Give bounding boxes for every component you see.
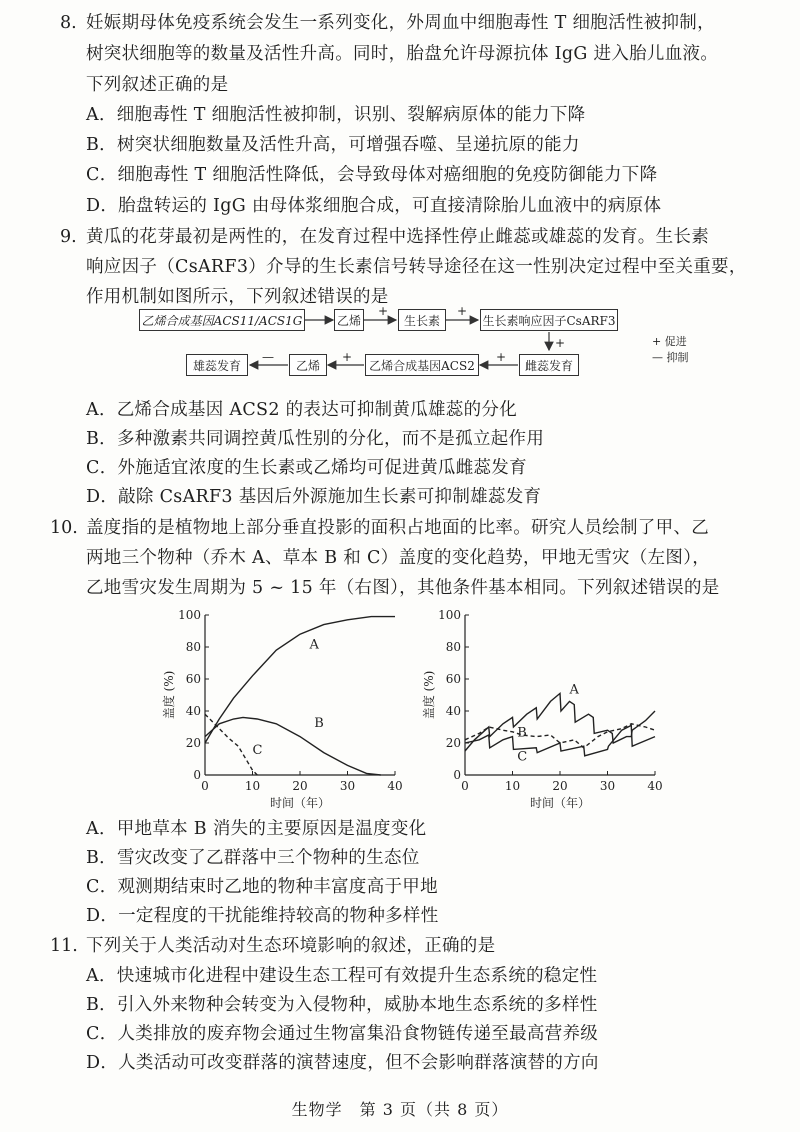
q9-stem-line-1: 黄瓜的花芽最初是两性的，在发育过程中选择性停止雌蕊或雄蕊的发育。生长素 xyxy=(86,227,709,247)
box-stamen-development: 雄蕊发育 xyxy=(186,354,248,376)
legend-inhibit: — 抑制 xyxy=(652,351,689,364)
y-tick-label: 80 xyxy=(185,640,201,654)
y-tick-label: 20 xyxy=(445,736,461,750)
y-tick-label: 100 xyxy=(178,608,201,622)
box-acs11-acs1g: 乙烯合成基因ACS11/ACS1G xyxy=(139,309,305,331)
y-axis-label: 盖度 (%) xyxy=(162,670,176,720)
series-line-B xyxy=(205,717,381,775)
x-tick-label: 0 xyxy=(461,779,469,793)
series-label-B: B xyxy=(314,716,324,731)
x-tick-label: 20 xyxy=(292,779,308,793)
sign-plus-5: + xyxy=(342,350,353,364)
q10-option-d[interactable]: D．一定程度的干扰能维持较高的物种多样性 xyxy=(86,906,439,926)
series-line-A xyxy=(205,617,395,743)
series-label-B: B xyxy=(517,725,527,741)
q11-stem: 下列关于人类活动对生态环境影响的叙述，正确的是 xyxy=(86,936,496,956)
q10-stem-line-3: 乙地雪灾发生周期为 5 ~ 15 年（右图），其他条件基本相同。下列叙述错误的是 xyxy=(86,578,720,598)
q11-number: 11. xyxy=(50,936,78,956)
series-label-A: A xyxy=(569,682,579,698)
q8-number: 8. xyxy=(60,13,77,33)
q10-option-a[interactable]: A．甲地草本 B 消失的主要原因是温度变化 xyxy=(86,819,427,839)
page-footer: 生物学 第 3 页（共 8 页） xyxy=(291,1100,509,1119)
q8-stem-line-2: 树突状细胞等的数量及活性升高。同时，胎盘允许母源抗体 IgG 进入胎儿血液。 xyxy=(86,44,719,64)
q8-option-a[interactable]: A．细胞毒性 T 细胞活性被抑制，识别、裂解病原体的能力下降 xyxy=(86,105,586,125)
sign-minus: — xyxy=(262,350,274,364)
y-tick-label: 0 xyxy=(453,768,461,782)
sign-plus-2: + xyxy=(457,304,468,318)
series-label-A: A xyxy=(309,637,319,653)
chart-right-snow-disaster xyxy=(410,605,670,815)
q9-stem-line-2: 响应因子（CsARF3）介导的生长素信号转导途径在这一性别决定过程中至关重要， xyxy=(86,257,747,277)
q9-option-d[interactable]: D．敲除 CsARF3 基因后外源施加生长素可抑制雄蕊发育 xyxy=(86,487,542,507)
sign-plus-4: + xyxy=(496,350,507,364)
q9-mechanism-diagram xyxy=(0,300,800,380)
q9-stem-line-3: 作用机制如图所示，下列叙述错误的是 xyxy=(86,287,389,307)
sign-plus-1: + xyxy=(378,304,389,318)
series-line-C xyxy=(205,714,257,775)
y-tick-label: 60 xyxy=(185,672,201,686)
series-label-C: C xyxy=(517,749,528,765)
q10-stem-line-1: 盖度指的是植物地上部分垂直投影的面积占地面的比率。研究人员绘制了甲、乙 xyxy=(86,518,709,538)
q10-stem-line-2: 两地三个物种（乔木 A、草本 B 和 C）盖度的变化趋势，甲地无雪灾（左图）， xyxy=(86,548,711,568)
x-tick-label: 0 xyxy=(201,779,209,793)
q8-option-d[interactable]: D．胎盘转运的 IgG 由母体浆细胞合成，可直接清除胎儿血液中的病原体 xyxy=(86,196,662,216)
q8-stem-line-3: 下列叙述正确的是 xyxy=(86,75,229,95)
x-axis-label: 时间（年） xyxy=(529,796,591,810)
sign-plus-3: + xyxy=(555,336,566,350)
q11-option-a[interactable]: A．快速城市化进程中建设生态工程可有效提升生态系统的稳定性 xyxy=(86,966,598,986)
x-tick-label: 40 xyxy=(387,779,403,793)
q10-option-c[interactable]: C．观测期结束时乙地的物种丰富度高于甲地 xyxy=(86,877,438,897)
box-pistil-development: 雌蕊发育 xyxy=(519,354,579,376)
box-csarf3: 生长素响应因子CsARF3 xyxy=(480,309,618,331)
x-axis-label: 时间（年） xyxy=(269,796,331,810)
q9-option-c[interactable]: C．外施适宜浓度的生长素或乙烯均可促进黄瓜雌蕊发育 xyxy=(86,458,527,478)
q10-charts xyxy=(150,605,670,815)
series-line-B xyxy=(465,725,655,755)
legend-promote: + 促进 xyxy=(652,335,687,348)
y-tick-label: 40 xyxy=(445,704,461,718)
y-tick-label: 40 xyxy=(185,704,201,718)
q9-option-b[interactable]: B．多种激素共同调控黄瓜性别的分化，而不是孤立起作用 xyxy=(86,429,545,449)
x-tick-label: 10 xyxy=(504,779,521,793)
q10-option-b[interactable]: B．雪灾改变了乙群落中三个物种的生态位 xyxy=(86,848,420,868)
x-tick-label: 40 xyxy=(647,779,663,793)
y-axis-label: 盖度 (%) xyxy=(422,670,436,720)
q8-stem-line-1: 妊娠期母体免疫系统会发生一系列变化，外周血中细胞毒性 T 细胞活性被抑制， xyxy=(86,13,715,33)
q9-option-a[interactable]: A．乙烯合成基因 ACS2 的表达可抑制黄瓜雄蕊的分化 xyxy=(86,400,518,420)
box-ethylene-1: 乙烯 xyxy=(334,309,364,331)
y-tick-label: 0 xyxy=(193,768,201,782)
q11-option-d[interactable]: D．人类活动可改变群落的演替速度，但不会影响群落演替的方向 xyxy=(86,1053,599,1073)
q8-option-c[interactable]: C．细胞毒性 T 细胞活性降低，会导致母体对癌细胞的免疫防御能力下降 xyxy=(86,165,658,185)
x-tick-label: 20 xyxy=(552,779,568,793)
x-tick-label: 30 xyxy=(339,779,356,793)
series-label-C: C xyxy=(252,743,263,759)
q11-option-b[interactable]: B．引入外来物种会转变为入侵物种，威胁本地生态系统的多样性 xyxy=(86,995,598,1015)
y-tick-label: 20 xyxy=(185,736,201,750)
q8-option-b[interactable]: B．树突状细胞数量及活性升高，可增强吞噬、呈递抗原的能力 xyxy=(86,135,580,155)
box-ethylene-2: 乙烯 xyxy=(289,354,327,376)
q11-option-c[interactable]: C．人类排放的废弃物会通过生物富集沿食物链传递至最高营养级 xyxy=(86,1024,599,1044)
box-auxin: 生长素 xyxy=(398,309,446,331)
chart-left-no-snow xyxy=(150,605,410,815)
x-tick-label: 10 xyxy=(244,779,261,793)
y-tick-label: 80 xyxy=(445,640,461,654)
y-tick-label: 60 xyxy=(445,672,461,686)
q9-number: 9. xyxy=(60,227,77,247)
y-tick-label: 100 xyxy=(438,608,461,622)
x-tick-label: 30 xyxy=(599,779,616,793)
q10-number: 10. xyxy=(50,518,78,538)
box-acs2: 乙烯合成基因ACS2 xyxy=(365,354,479,376)
